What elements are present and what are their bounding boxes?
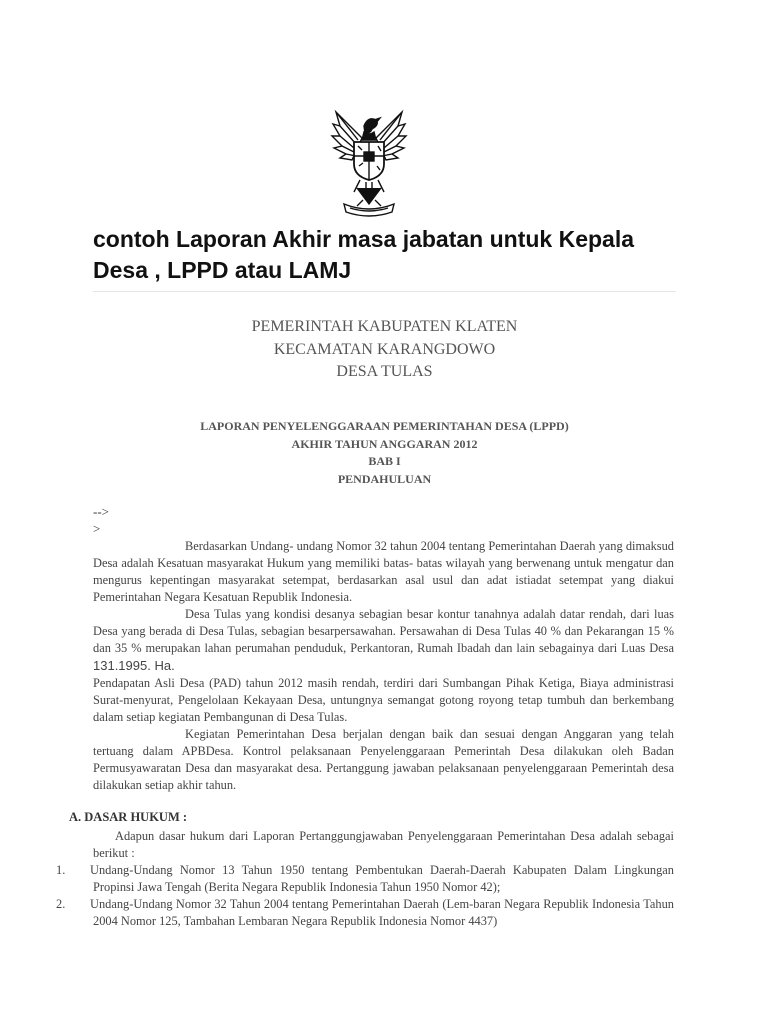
document-title: contoh Laporan Akhir masa jabatan untuk Kepala Desa , LPPD atau LAMJ — [93, 226, 635, 283]
list-item-number: 2. — [56, 897, 66, 911]
chapter-title-line: PENDAHULUAN — [337, 471, 432, 486]
land-use-text: Desa Tulas yang kondisi desanya sebagian besar kontur tanahnya adalah datar rendah, dari luas Desa yang berada di Desa Tulas, sebagian besarpersawahan. Persawahan di Desa Tulas 40 % dan Pekarangan 15 % dan 35 % merupakan lahan perumahan penduduk, Perkantoran, Rumah Ibadah dan lain sebagainya dari Luas Desa — [93, 607, 674, 655]
paragraph-village-income: Pendapatan Asli Desa (PAD) tahun 2012 masih rendah, terdiri dari Sumbangan Pihak Ketiga, Biaya administrasi Surat-menyurat, Pengelolaan Kekayaan Desa, untungnya semangat gotong royong tetap tumbuh dan berkembang dalam setiap kegiatan Pembangunan di Desa Tulas. — [93, 676, 674, 724]
stray-markup-text — [93, 504, 109, 537]
paragraph-legal-basis: Berdasarkan Undang- undang Nomor 32 tahun 2004 tentang Pemerintahan Daerah yang dimaksud Desa adalah Kesatuan masyarakat Hukum yang memiliki batas- batas wilayah yang berwenang untuk mengatur dan mengurus kepentingan masyarakat setempat, berdasarkan asal usul dan adat istiadat setempat yang diakui Pemerintahan Negara Kesatuan Republik Indonesia. — [93, 539, 674, 604]
title-divider — [93, 291, 676, 292]
regency-line: PEMERINTAH KABUPATEN KLATEN — [251, 318, 518, 335]
paragraph-land-use — [93, 606, 674, 675]
fiscal-year-line: AKHIR TAHUN ANGGARAN 2012 — [291, 436, 478, 451]
list-item-number: 1. — [56, 863, 66, 877]
introduction-body — [93, 538, 674, 794]
section-legal-basis-intro: Adapun dasar hukum dari Laporan Pertanggungjawaban Penyelenggaraan Pemerintahan Desa adalah sebagai berikut : — [93, 829, 674, 860]
report-title-line: LAPORAN PENYELENGGARAAN PEMERINTAHAN DESA (LPPD) — [200, 419, 569, 433]
marker-line-2: > — [93, 520, 101, 536]
list-item-text: Undang-Undang Nomor 13 Tahun 1950 tentang Pembentukan Daerah-Daerah Kabupaten Dalam Lingkungan Propinsi Jawa Tengah (Berita Negara Republik Indonesia Tahun 1950 Nomor 42); — [90, 863, 674, 894]
chapter-line: BAB I — [368, 454, 401, 468]
government-header — [93, 316, 676, 384]
marker-line-1: --> — [93, 504, 109, 519]
village-line: DESA TULAS — [336, 363, 433, 380]
village-area-value: 131.1995. Ha. — [93, 658, 175, 673]
section-legal-basis-heading: A. DASAR HUKUM : — [69, 810, 188, 824]
report-header — [93, 418, 676, 488]
garuda-emblem-icon — [330, 104, 408, 220]
paragraph-governance: Kegiatan Pemerintahan Desa berjalan dengan baik dan sesuai dengan Anggaran yang telah tertuang dalam APBDesa. Kontrol pelaksanaan Penyelenggaraan Pemerintah Desa dilakukan oleh Badan Permusyawaratan Desa dan masyarakat desa. Pertanggung jawaban pelaksanaan penyelenggaraan Pemerintah desa dilakukan setiap akhir tahun. — [93, 727, 674, 792]
list-item-text: Undang-Undang Nomor 32 Tahun 2004 tentang Pemerintahan Daerah (Lem-baran Negara Republik Indonesia Tahun 2004 Nomor 125, Tambahan Lembaran Negara Republik Indonesia Nomor 4437) — [90, 897, 674, 928]
district-line: KECAMATAN KARANGDOWO — [273, 340, 496, 358]
